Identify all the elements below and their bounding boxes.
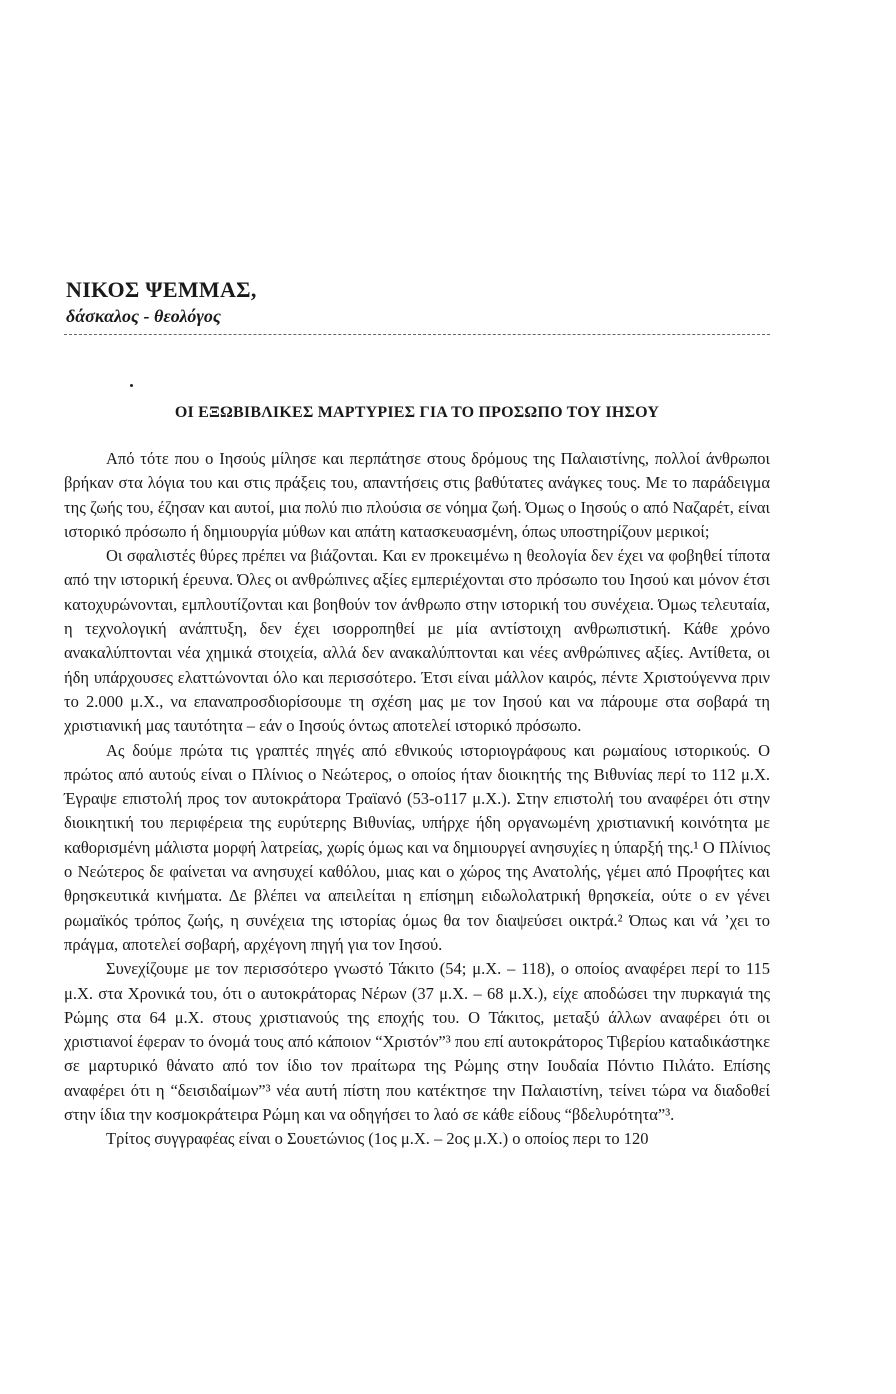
article-body xyxy=(64,447,770,1152)
author-name: ΝΙΚΟΣ ΨΕΜΜΑΣ, xyxy=(66,277,257,302)
paragraph-1: Από τότε που ο Ιησούς μίλησε και περπάτησε στους δρόμους της Παλαιστίνης, πολλοί άνθρωποι βρήκαν στα λόγια του και στις πράξεις του, απαντήσεις στις βαθύτατες ανάγκες τους. Με το παράδειγμα της ζωής του, έζησαν και αυτοί, μια πολύ πιο πλούσια σε νόημα ζωή. Όμως ο Ιησούς ο από Ναζαρέτ, είναι ιστορικό πρόσωπο ή δημιουργία μύθων και απάτη κατασκευασμένη, όπως υποστηρίζουν μερικοί; xyxy=(64,449,770,541)
author-block xyxy=(66,276,766,328)
paragraph-2: Οι σφαλιστές θύρες πρέπει να βιάζονται. Και εν προκειμένω η θεολογία δεν έχει να φοβηθεί τίποτα από την ιστορική έρευνα. Όλες οι ανθρώπινες αξίες εμπεριέχονται στο πρόσωπο του Ιησού και μόνον έτσι κατοχυρώνονται, εμπλουτίζονται και βοηθούν τον άνθρωπο στην ιστορική του συνέχεια. Όμως τελευταία, η τεχνολογική ανάπτυξη, δεν έχει ισορροπηθεί με μία αντίστοιχη ανθρωπιστική. Κάθε χρόνο ανακαλύπτονται νέα χημικά στοιχεία, αλλά δεν ανακαλύπτονται και νέες ανθρώπινες αξίες. Αντίθετα, οι ήδη υπάρχουσες ελαττώνονται όλο και περισσότερο. Έτσι είναι μάλλον καιρός, πέντε Χριστούγεννα πριν το 2.000 μ.Χ., να επαναπροσδιορίσουμε τη σχέση μας με τον Ιησού και να πάρουμε στα σοβαρά τη χριστιανική μας ταυτότητα – εάν ο Ιησούς όντως αποτελεί ιστορικό πρόσωπο. xyxy=(64,546,770,736)
article-title: ΟΙ ΕΞΩΒΙΒΛΙΚΕΣ ΜΑΡΤΥΡΙΕΣ ΓΙΑ ΤΟ ΠΡΟΣΩΠΟ ΤΟΥ ΙΗΣΟΥ xyxy=(174,404,660,421)
author-title: δάσκαλος - θεολόγος xyxy=(66,306,221,326)
header-divider xyxy=(64,334,770,335)
stray-dot-mark xyxy=(130,384,133,387)
paragraph-5: Τρίτος συγγραφέας είναι ο Σουετώνιος (1ος μ.Χ. – 2ος μ.Χ.) ο οποίος περι το 120 xyxy=(106,1129,649,1149)
paragraph-4: Συνεχίζουμε με τον περισσότερο γνωστό Τάκιτο (54; μ.Χ. – 118), ο οποίος αναφέρει περί το 115 μ.Χ. στα Χρονικά του, ότι ο αυτοκράτορας Νέρων (37 μ.Χ. – 68 μ.Χ.), είχε αποδώσει την πυρκαγιά της Ρώμης στα 64 μ.Χ. στους χριστιανούς της εποχής του. Ο Τάκιτος, μεταξύ άλλων αναφέρει ότι οι χριστιανοί έφεραν το όνομά τους από κάποιον “Χριστόν”³ που επί αυτοκράτορος Τιβερίου καταδικάστηκε σε μαρτυρικό θάνατο από τον ίδιο τον πραίτωρα της Ρώμης στην Ιουδαία Πόντιο Πιλάτο. Επίσης αναφέρει ότι η “δεισιδαίμων”³ νέα αυτή πίστη που κατέκτησε την Παλαιστίνη, τείνει τώρα να διαδοθεί στην ίδια την κοσμοκράτειρα Ρώμη και να οδηγήσει το λαό σε κάθε είδους “βδελυρότητα”³. xyxy=(64,959,770,1125)
paragraph-3: Ας δούμε πρώτα τις γραπτές πηγές από εθνικούς ιστοριογράφους και ρωμαίους ιστορικούς. Ο πρώτος από αυτούς είναι ο Πλίνιος ο Νεώτερος, ο οποίος ήταν διοικητής της Βιθυνίας περί το 112 μ.Χ. Έγραψε επιστολή προς τον αυτοκράτορα Τραϊανό (53-ο117 μ.Χ.). Στην επιστολή του αναφέρει ότι στην διοικητική του περιφέρεια της ευρύτερης Βιθυνίας, υπήρχε ήδη οργανωμένη χριστιανική κοινότητα με καθορισμένη μάλιστα μορφή λατρείας, χωρίς όμως και να δημιουργεί ανησυχίες η ύπαρξή της.¹ Ο Πλίνιος ο Νεώτερος δε φαίνεται να ανησυχεί καθόλου, μιας και ο χώρος της Ανατολής, γέμει από Προφήτες και θρησκευτικά κινήματα. Δε βλέπει να απειλείται η επίσημη ειδωλολατρική θρησκεία, ούτε ο εν γένει ρωμαϊκός τρόπος ζωής, η συνέχεια της ιστορίας όμως θα τον διαψεύσει οικτρά.² Όπως και νά ’χει το πράγμα, αποτελεί σοβαρή, αρχέγονη πηγή για τον Ιησού. xyxy=(64,740,770,954)
